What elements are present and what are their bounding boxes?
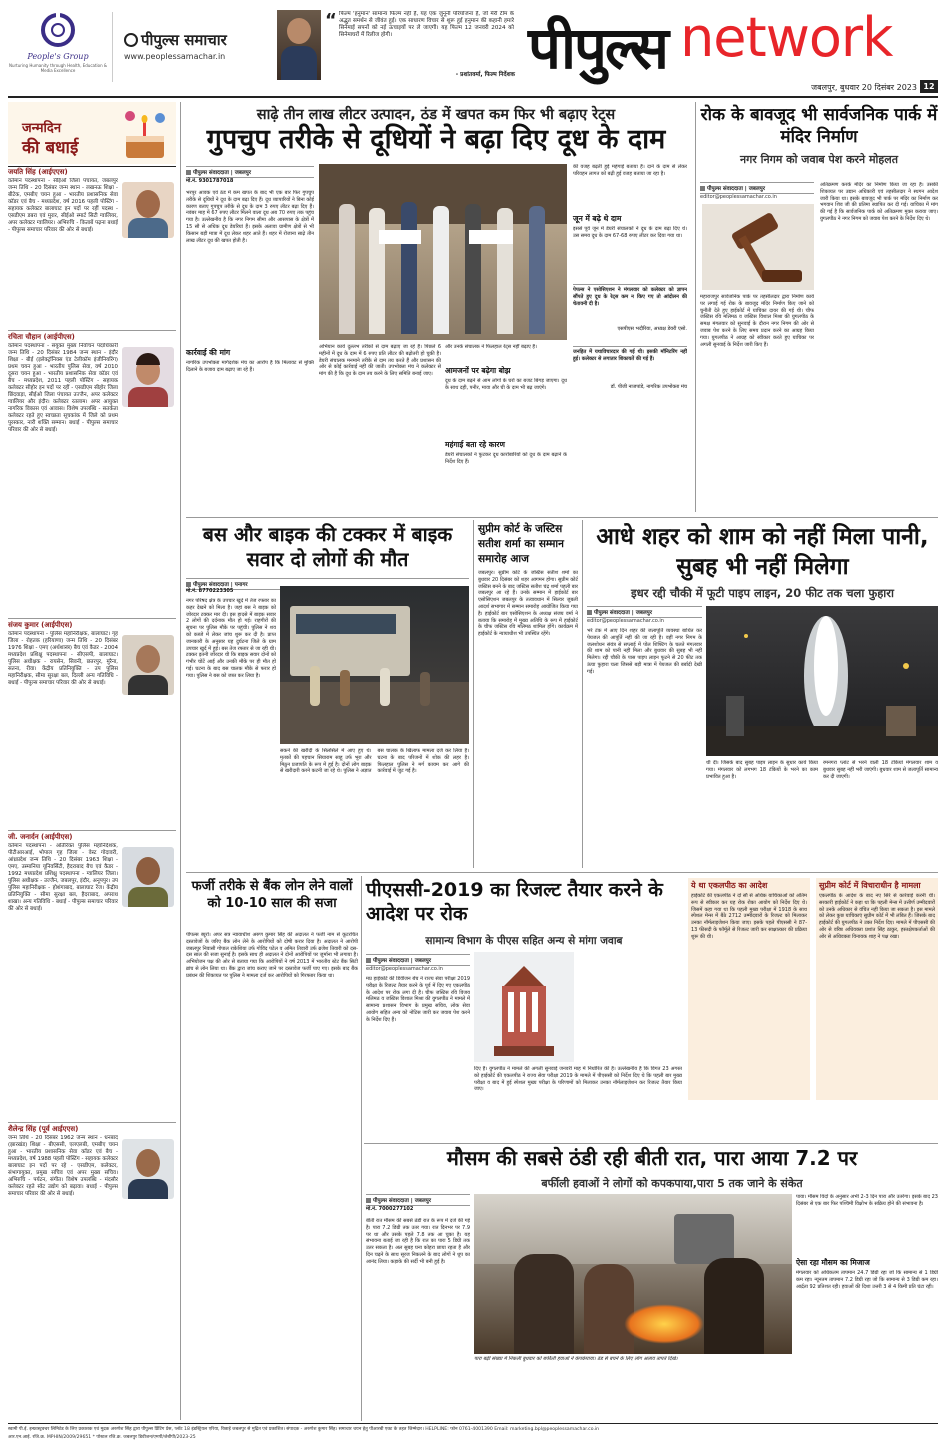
gavel-icon — [702, 204, 814, 290]
person-photo — [122, 1139, 174, 1199]
psc-order-box-text: हाईकोर्ट की एकलपीठ ने दो सौ से अधिक याचिकाओं को अंतिम रूप से स्वीकार कर यह रोक रोका आयोग को निर्देश दिए थे। जिसमें कहा गया था कि पहली मुख्य परीक्षा में 1918 के साथ स्पेशल मेन्स में बैठे 2712 उम्मीदवारों के रिजल्ट को मिलाकर उनका नॉर्मलाइजेशन किया जाए। इसके पहले पीएससी ने 87-13 फीसदी के फॉर्मूले से रिजल्ट जारी कर साक्षात्कार की प्रक्रिया शुरू की थी। — [691, 893, 807, 940]
section-rule — [186, 872, 938, 873]
psc-sc-box-title: सुप्रीम कोर्ट में विचाराधीन है मामला — [819, 881, 921, 890]
birthday-header — [8, 102, 176, 164]
sc-headline: सुप्रीम कोर्ट के जस्टिस सतीश शर्मा का सम्मान समारोह आज — [478, 523, 564, 565]
section-rule — [364, 1143, 938, 1144]
milk-quote-association: पेपल्स ने एसोसिएशन ने मंगलवार को कलेक्टर को ज्ञापन सौंपते हुए दूध के रेट्स कम न किए गए तो आंदोलन की चेतावनी दी है। — [573, 284, 687, 324]
bus-contact: मो.नं. 8770223305 — [186, 588, 234, 594]
column-divider — [582, 520, 583, 868]
person-name: शैलेन्द्र सिंह (पूर्व आईएएस) — [8, 1125, 79, 1133]
person-details: वर्तमान पदस्थापना - अतिरिक्त पुलिस महानिदेशक, पीटीआरआई, भोपाल गृह जिला - वेस्ट गोदावरी, आंध्रप्रदेश जन्म तिथि - 20 दिसंबर 1963 शिक्षा - एमए, उस्मानिया यूनिवर्सिटी, हैदराबाद बैच एवं कैडर - 1992 मध्यप्रदेश प्रशिक्षु पदस्थापना - ग्वालियर जिला। पुलिस अधीक्षक - उज्जैन, जबलपुर, इंदौर, अनूपपुर। उप पुलिस महानिरीक्षक - होशंगाबाद, बालाघाट रेंज। केंद्रीय प्रतिनियुक्ति - सीमा सुरक्षा बल, हैदराबाद, अपराध शाखा। अन्य गतिविधि - बधाई - पीपुल्स समाचार परिवार की ओर से बधाई। — [8, 843, 118, 912]
person-photo — [122, 182, 174, 238]
bus-body-col2: सकने की खरीदी के सिलसिले में आए हुए थे। मृतकों की पहचान सियाराम साहू उर्फ भूरा और मिठुन प्रजापति के रूप में हुई है। दोनों लोग बाइक से खरीदारी करने कटनी जा रहे थे। पुलिस ने अज्ञात बस चालक के खिलाफ मामला दर्ज कर लिया है। घटना के बाद परिजनों में शोक की लहर है। फिलहाल पुलिस ने मर्ग कायम कर आगे की कार्रवाई में जुट गई है। — [280, 748, 469, 775]
water-email[interactable]: editor@peoplessamachar.co.in — [587, 618, 664, 624]
water-body-col3: रमनगरा प्लांट से भरने वाली 18 टंकियां मंगलवार शाम व बुधवार सुबह नहीं भरी जाएंगी। बुधवार शाम से जलापूर्ति सामान्य कर दी जाएगी। — [823, 760, 938, 780]
psc-body-col2: दिए हैं। युगलपीठ ने मामले की अगली सुनवाई जनवरी माह में निर्धारित की है। उल्लेखनीय है कि विगत 23 अगस्त को हाईकोर्ट की एकलपीठ ने राज्य सेवा परीक्षा 2019 के मामले में पीएससी को निर्देश दिए थे कि पहली बार मुख्य परीक्षा व बाद में हुई स्पेशल मुख्य परीक्षा के परिणामों को मिलाकर उनका नॉर्मलाइजेशन कर रिजल्ट तैयार किया जाए। — [474, 1066, 682, 1093]
birthday-title-b: की बधाई — [22, 138, 79, 158]
milk-subhead-action: कार्रवाई की मांग — [186, 348, 231, 357]
loan-headline: फर्जी तरीके से बैंक लोन लेने वालों को 10-10 साल की सजा — [191, 879, 353, 911]
column-divider — [180, 102, 181, 1420]
peoples-group-logo-icon — [38, 10, 78, 50]
person-details: वर्तमान पदस्थापना - पुलिस महानिरीक्षक, बालाघाट। गृह जिला - रोहतक (हरियाणा) जन्म तिथि - 20 दिसंबर 1976 शिक्षा - एमए (अर्थशास्त्र) बैच एवं कैडर - 2004 मध्यप्रदेश प्रशिक्षु पदस्थापना - सीएसपी, बालाघाट। पुलिस अधीक्षक - रायसेन, सिवनी, छतरपुर, मुरैना, सतना, रीवा। केंद्रीय प्रतिनियुक्ति - उप पुलिस महानिरीक्षक, सीमा सुरक्षा बल, दिल्ली अन्य गतिविधि - बधाई - पीपुल्स समाचार परिवार की ओर से बधाई। — [8, 631, 118, 686]
person-details: जन्म तिथि - 20 दिसंबर 1962 जन्म स्थान - धनबाद (झारखंड) शिक्षा - बीएससी, एलएलबी, एमबीए चयन हुआ - भारतीय प्रशासनिक सेवा कॉडर एवं बैच - मध्यप्रदेश, वर्ष 1988 पहली पोस्टिंग - सहायक कलेक्टर बालाघाट इन पदों पर रहे - एसडीएम, कलेक्टर, संभागायुक्त, प्रमुख सचिव एवं अपर मुख्य सचिव। अभिरुचि - पर्यटन, संगीत। विशेष उपलब्धि - मंदसौर कलेक्टर रहते स्वेट उद्योग को बढ़ावा। बधाई - पीपुल्स समाचार परिवार की ओर से बधाई। — [8, 1135, 118, 1197]
person-photo — [122, 635, 174, 695]
psc-story — [366, 876, 938, 1142]
milk-kicker: साढ़े तीन लाख लीटर उत्पादन, ठंड में खपत कम फिर भी बढ़ाए रेट्स — [256, 107, 616, 123]
person-photo — [122, 847, 174, 907]
psc-deck: सामान्य विभाग के पीएस सहित अन्य से मांगा जवाब — [425, 935, 623, 947]
psc-order-box-title: ये था एकलपीठ का आदेश — [691, 881, 768, 890]
footer-rule — [8, 1423, 938, 1424]
weather-deck: बर्फीली हवाओं ने लोगों को कपकपाया,पारा 5 तक जाने के संकेत — [541, 1177, 803, 1190]
person-name: जी. जनार्दन (आईपीएस) — [8, 833, 73, 841]
temple-body-col1: महाराजपुर सार्वजनिक पार्क पर तहसीलदार द्वारा निर्माण कार्य पर लगाई गई रोक के बावजूद मंदिर निर्माण किए जाने को चुनौती देते हुए हाईकोर्ट में याचिका दायर की गई थी। चीफ जस्टिस रवि मलिमठ व जस्टिस विशाल मिश्रा की युगलपीठ के समक्ष मंगलवार को सुनवाई के दौरान नगर निगम की ओर से जवाब पेश करने के लिए समय प्रदान करने का आग्रह किया गया। युगलपीठ ने आग्रह को स्वीकार करते हुए याचिका पर अगली सुनवाई के निर्देश जारी किए हैं। — [700, 294, 814, 348]
person-name: जयति सिंह (आईएएस) — [8, 168, 68, 176]
milk-subhead-burden: आमजनों पर बढ़ेगा बोझ — [445, 366, 511, 375]
milk-body-col4b: इससे पूर्व जून में डेयरी संचालकों ने दूध के दाम बढ़ा दिए थे। उस समय दूध के दाम 67-68 रुपए लीटर कर दिया गया था। — [573, 226, 687, 239]
psc-sc-box-text: एकलपीठ के आदेश के बाद नए सिरे से कार्रवाई करनी थी। सरकारी हाईकोर्ट ने कहा था कि पहली मेन्स में उत्तीर्ण उम्मीदवारों को उनके अधिकार से वंचित नहीं किया जा सकता है। इस मामले को लेकर कुछ याचिकाएं सुप्रीम कोर्ट में भी लंबित हैं। जिसके बाद हाईकोर्ट की युगलपीठ ने उक्त निर्देश दिए। मामले में पीएससी की ओर से वरिष्ठ अधिवक्ता प्रशांत सिंह ठाकुर, हस्तक्षेपकर्ताओं की ओर से अधिवक्ता विनायक शाह ने पक्ष रखा। — [819, 893, 935, 940]
psc-byline: पीपुल्स संवाददाता | जबलपुर — [366, 954, 470, 966]
birthday-title-a: जन्मदिन — [22, 121, 62, 136]
water-deck: इधर रद्दी चौकी में फूटी पाइप लाइन, 20 फीट तक चला फुहारा — [631, 586, 894, 600]
birthday-person — [8, 168, 176, 328]
psc-body-col2-top — [578, 952, 682, 1062]
temple-body-col2: अतिक्रमण करके मंदिर का निर्माण किया जा रहा है। उसकी शिकायत पर उद्यान अधिकारी एवं तहसीलदार ने स्थगन आदेश जारी किया था। इसके बावजूद भी पार्क पर मंदिर का निर्माण कर भगवान शिव जी की प्रतिमा स्थापित कर दी गई। याचिका में मांग की गई है कि सार्वजनिक पार्क को अतिक्रमण मुक्त कराया जाए। युगलपीठ ने नगर निगम को जवाब पेश करने के निर्देश दिए थे। — [820, 182, 938, 222]
psc-sc-box — [816, 878, 938, 1100]
weather-caption: पारा बढ़ी संख्या में निकली बुधवार को बर्फीली हवाओं ने कंपकंपाया। ठंड से बचने के लिए लोग अलाव तापते दिखे। — [474, 1356, 678, 1362]
psc-email[interactable]: editor@peoplessamachar.co.in — [366, 966, 443, 972]
weather-body-col1: बीती रात मौसम की सबसे ठंडी रात के रूप में दर्ज की गई है। पारा 7.2 डिग्री तक उतर गया। रात दिनभर पर 7.9 पर था और उसके पहले 7.8 तक आ चुका है। यह संभावना बताई जा रही है कि रात का पारा 5 डिग्री तक उतर सकता है। अल सुबह घना कोहरा छाया रहता है और दिन चढ़ने के साथ सूरज निकलने के बाद लोगों ने धूप का आनंद लिया। कड़ाके की सर्दी भी बनी हुई है। — [366, 1218, 470, 1265]
milk-subhead-reason: महंगाई बता रहे कारण — [445, 440, 505, 449]
loan-body: पीपल्स ब्यूरो। अपर सत्र न्यायाधीश अरुण कुमार सिंह की अदालत ने फर्जी नाम से कूटरचित दस्तावेजों के जरिए बैंक लोन लेने के आरोपियों को दोषी करार दिया है। अदालत ने आरोपी जबलपुर निवासी गोपाल राकेशिया उर्फ गोविंद पटेल व अमित तिवारी उर्फ ब्रजेश तिवारी को दस-दस साल की सजा सुनाई है। इसके साथ ही अदालत ने दोनों आरोपियों पर जुर्माना भी लगाया है। अभियोजन पक्ष की ओर से बताया गया कि आरोपियों ने वर्ष 2013 में भारतीय स्टेट बैंक सिटी ब्रांच से लोन लिया था। बैंक द्वारा जांच कराए जाने पर दस्तावेज फर्जी पाए गए। इसके बाद बैंक प्रबंधन की शिकायत पर पुलिस ने मामला दर्ज कर आरोपियों को गिरफ्तार किया था। — [186, 932, 358, 979]
paper-logo[interactable] — [124, 30, 274, 70]
birthday-person — [8, 830, 176, 1120]
weather-headline: मौसम की सबसे ठंडी रही बीती रात, पारा आया 7.2 पर — [446, 1146, 858, 1170]
person-details: वर्तमान पदस्थापना - संयुक्त मुख्य निर्वाचन पदाधिकारी जन्म तिथि - 20 दिसंबर 1984 जन्म स्थान - इंदौर शिक्षा - बीई (इलेक्ट्रॉनिक्स एंड टेलीकॉम इंजीनियरिंग) प्रथम चयन हुआ - भारतीय पुलिस सेवा, वर्ष 2010 दूसरा चयन हुआ - भारतीय प्रशासनिक सेवा कॉडर एवं बैच - मध्यप्रदेश, 2011 पहली पोस्टिंग - सहायक कलेक्टर सीहोर इन पदों पर रहीं - एसडीएम सीहोर जिला छिंदवाड़ा, सीईओ जिला पंचायत उज्जैन, अपर कलेक्टर ग्वालियर और इंदौर। कलेक्टर रतलाम। अपर आयुक्त नागरिक विकास एवं आवास। विशेष उपलब्धि - सतर्कता कलेक्टर रहते हुए स्वच्छता सूचकांक में जिले को प्रथम पुरस्कार, नारी शक्ति सम्मान। बधाई - पीपुल्स समाचार परिवार की ओर से बधाई। — [8, 343, 118, 433]
cake-icon — [118, 106, 172, 162]
milk-quote-consumer: जनहित में यथाविचारदार की गई थी। इसकी मॉनिटरिंग नहीं हुई। कलेक्टर से लगातार शिकायतें की गई हैं। — [573, 346, 687, 382]
group-tagline: Nurturing Humanity through Health, Education & Media Excellence — [8, 63, 108, 73]
weather-bonfire-photo — [474, 1194, 792, 1354]
network-title — [528, 6, 938, 82]
masthead-divider — [112, 12, 113, 82]
column-divider — [361, 876, 362, 1421]
temple-byline: पीपुल्स संवाददाता | जबलपुर — [700, 182, 814, 194]
network-title-english: network — [680, 6, 893, 69]
milk-body-col1: भरपूर आवक एवं ठंड में कम खपत के बाद भी एक बार फिर गुपचुप तरीके से दूधियों ने दूध के दाम बढ़ा दिए हैं। दूध व्यापारियों ने बिना कोई कारण बताए गुपचुप तरीके से दूध के दाम 3 रुपए लीटर बढ़ा दिए हैं। नवंबर माह में 67 रुपए लीटर मिलने वाला दूध अब 70 रुपए तक पहुंच गया है। उल्लेखनीय है कि नगर निगम सीमा और आसपास के क्षेत्रों में 15 सौ से अधिक दूध डेयरियां हैं। इसके अलावा ग्रामीण क्षेत्रों से भी किसान बड़ी मात्रा में दूध लेकर शहर आते हैं। शहर में रोजाना साढ़े तीन लाख लीटर दूध की खपत होती है। — [186, 190, 314, 244]
temple-deck: नगर निगम को जवाब पेश करने मोहलत — [740, 153, 898, 166]
milk-protest-photo — [319, 164, 567, 340]
paper-site[interactable]: www.peoplessamachar.in — [124, 52, 226, 61]
quote-portrait — [277, 10, 321, 80]
peoples-group-logo[interactable] — [8, 10, 108, 90]
paper-name: पीपुल्स समाचार — [141, 31, 227, 49]
sc-body: जबलपुर। सुप्रीम कोर्ट के जस्टिस सतीश शर्मा का बुधवार 20 दिसंबर को शहर आगमन होगा। सुप्रीम कोर्ट जस्टिस बनने के बाद जस्टिस सतीश चंद्र शर्मा पहली बार जबलपुर आ रहे हैं। उनके सम्मान में हाईकोर्ट बार एसोसिएशन जबलपुर के तत्वावधान में सिल्वर जुबली आदर्श सभागार में सम्मान समारोह आयोजित किया गया है। हाईकोर्ट बार एसोसिएशन के अध्यक्ष संजय वर्मा ने बताया कि समारोह में मुख्य अतिथि के रूप में हाईकोर्ट के चीफ जस्टिस रवि मलिमठ शामिल होंगे। कार्यक्रम में हाईकोर्ट के न्यायाधीश भी उपस्थित रहेंगे। — [478, 570, 578, 638]
person-details: वर्तमान पदस्थापना - सीईओ जिला पंचायत, जबलपुर जन्म तिथि - 20 दिसंबर जन्म स्थान - लखनऊ शिक्षा - बीटेक, एमबीए चयन हुआ - भारतीय प्रशासनिक सेवा कॉडर एवं बैच - मध्यप्रदेश, वर्ष 2016 पहली पोस्टिंग - सहायक कलेक्टर बालाघाट इन पदों पर रहीं पदस्थ - एसडीएम डबरा एवं मुरार, सीईओ स्मार्ट सिटी ग्वालियर, अपर कलेक्टर ग्वालियर। अभिरुचि - किताबें पढ़ना बधाई - पीपुल्स समाचार परिवार की ओर से बधाई। — [8, 178, 118, 233]
bus-byline: पीपुल्स संवाददाता | पनागर — [186, 578, 469, 590]
footer-registration: आर.एन.आई. रजि.क्र. MPHIN/2009/29651 * पोस्टल रजि.क्र. जबलपुर डिवीजन/एमपी/जेबीपी/2023-25 — [8, 1435, 196, 1440]
column-divider — [473, 520, 474, 868]
water-headline: आधे शहर को शाम को नहीं मिला पानी, सुबह भी नहीं मिलेगा — [596, 524, 929, 580]
quote-marks: “ — [325, 10, 337, 31]
sc-story — [478, 520, 578, 870]
fountain-icon — [706, 606, 938, 756]
water-fountain-photo — [706, 606, 938, 756]
weather-contact: मो.नं. 7000277102 — [366, 1206, 414, 1212]
page-number: 12 — [920, 80, 938, 93]
milk-body-col3b: दूध के दाम बढ़ने से आम लोगों के घरों का बजट बिगड़ जाएगा। दूध के साथ दही, पनीर, मावा और घी के दाम भी बढ़ जाएंगे। — [445, 378, 567, 391]
bus-headline: बस और बाइक की टक्कर में बाइक सवार दो लोगों की मौत — [202, 523, 453, 571]
weather-byline: पीपुल्स संवाददाता | जबलपुर — [366, 1194, 470, 1206]
newspaper-logo-icon — [124, 33, 138, 47]
psc-order-box — [688, 878, 810, 1100]
loan-story — [186, 876, 358, 1140]
bus-accident-photo — [280, 586, 469, 744]
masthead-rule — [8, 96, 938, 98]
psc-headline: पीएससी-2019 का रिजल्ट तैयार करने के आदेश पर रोक — [366, 879, 663, 925]
water-byline: पीपुल्स संवाददाता | जबलपुर — [587, 606, 702, 618]
weather-body-col1b — [474, 1378, 792, 1418]
birthday-column — [8, 102, 176, 1422]
birthday-person — [8, 1122, 176, 1422]
temple-story — [700, 102, 938, 514]
person-name: संजय कुमार (आईपीएस) — [8, 621, 73, 629]
milk-byline: पीपुल्स संवाददाता | जबलपुर — [186, 166, 314, 178]
column-divider — [695, 102, 696, 512]
milk-body-col2: अभियान कार्य दुल्लभ तरीकों से दाम बढ़ाए जा रहे हैं। पिछले 6 महीनों में दूध के दाम में 6 रुपए प्रति लीटर की बढ़ोतरी हो चुकी है। डेयरी संचालक मनमाने तरीके से दाम तय करते हैं और प्रशासन की ओर से कोई कार्रवाई नहीं की जाती। उपभोक्ता मंच ने कलेक्टर से मांग की है कि दूध के दाम तय करने के लिए समिति बनाई जाए। — [319, 344, 441, 378]
birthday-person — [8, 618, 176, 828]
water-story — [587, 520, 938, 870]
milk-story — [186, 102, 692, 516]
weather-subhead: ऐसा रहा मौसम का मिजाज — [796, 1258, 870, 1267]
quote-author: - प्रशांतवर्मा, फिल्म निर्देशक — [455, 72, 515, 78]
milk-headline: गुपचुप तरीके से दूधियों ने बढ़ा दिए दूध के दाम — [206, 124, 666, 155]
temple-headline: रोक के बावजूद भी सार्वजनिक पार्क में मंदिर निर्माण — [700, 105, 938, 147]
milk-quote-consumer-sign: डॉ. पीजी नाजपांडे, नागरिक उपभोक्ता मंच — [610, 384, 687, 390]
bus-body-col1: नगर परिषद क्षेत्र के उपचार खुर्द में तेज रफ्तार का कहर देखने को मिला है। जहां बस ने बाइक को जोरदार टक्कर मार दी। इस हादसे में बाइक सवार 2 लोगों की दर्दनाक मौत हो गई। राहगीरों की सूचना पर पुलिस मौके पर पहुंची। पुलिस ने शव को कब्जे में लेकर जांच शुरू कर दी है। प्राप्त जानकारी के अनुसार यह दुर्घटना जिले के ग्राम उपचार खुर्द में हुई। बस तेज रफ्तार से जा रही थी। टक्कर इतनी जोरदार थी कि बाइक सवार दोनों को गंभीर चोटें आईं और उनकी मौके पर ही मौत हो गई। घटना के बाद बस चालक मौके से फरार हो गया। पुलिस ने बस को जब्त कर लिया है। — [186, 598, 276, 679]
milk-body-col4: की वजह बढ़ती हुई महंगाई बताया है। दाने के दाम से लेकर परिवहन लागत को बढ़ी हुई वजह बताया जा रहा है। — [573, 164, 687, 177]
milk-subhead-june: जून में बढ़े थे दाम — [573, 214, 622, 223]
milk-quote-association-sign: एसपीएस भदौरिया, अध्यक्ष डेयरी एसो. — [617, 326, 687, 332]
group-name: People's Group — [27, 52, 89, 61]
building-icon — [474, 952, 574, 1062]
weather-story — [366, 1146, 938, 1422]
footer-imprint: स्वामी पी.ई. इन्फ्रास्ट्रक्चर लिमिटेड के लिए प्रकाशक एवं मुद्रक अरुणेश सिंह द्वारा पीपुल्स प्रिंटिंग प्रेस, प्लॉट 18 इंडस्ट्रियल एरिया, रिछाई जबलपुर से मुद्रित एवं प्रकाशित। संपादक - अरुणेश कुमार सिंह। समाचार चयन हेतु पीआरबी एक्ट के तहत जिम्मेदार। HELPLINE: फोन 0761-4001390 Email: marketing.bpl@peoplessamachar.co.in — [8, 1427, 600, 1432]
milk-body-col3: और उनके संचालक ने फिलहाल रेट्स नहीं बढ़ाए हैं। — [445, 344, 537, 350]
weather-body-col2b: मंगलवार को अधिकतम तापमान 24.7 डिग्री रहा जो कि सामान्य से 1 डिग्री कम रहा। न्यूनतम तापमान 7.2 डिग्री रहा जो कि सामान्य से 3 डिग्री कम रहा। आर्द्रता 92 प्रतिशत रही। हवाओं की दिशा उत्तरी 3 से 4 किमी प्रति घंटा रही। — [796, 1270, 938, 1290]
quote-text: फिल्म 'हनुमान' सामान्य फिल्म नहीं है, यह एक जुनूनी परियोजना है, जो मेरी टीम के अद्भुत समर्थन से जीवंत हुई। एक साधारण विचार से शुरू हुई हनुमान की कहानी हमारे सिनेमाई सपनों को नई ऊंचाइयों पर ले जाएगी। यह फिल्म 12 जनवरी 2024 को सिनेमाघरों में रिलीज होगी। — [339, 11, 514, 38]
milk-body-col1b: नागरिक उपभोक्ता मार्गदर्शक मंच का आरोप है कि मिलावट से मुक्ति दिलाने के बजाय दाम बढ़ाए जा रहे हैं। — [186, 360, 314, 373]
water-body-col2: थी दी। जिसके बाद सुबह पाइप लाइन के सुधार कार्य किया गया। मंगलवार को लगभग 18 टंकियों के भरने का काम प्रभावित हुआ है। — [706, 760, 818, 780]
milk-body-col3c: डेयरी संचालकों ने फुटकर दूध कारोबारियों को दूध के दाम बढ़ाने के निर्देश दिए हैं। — [445, 452, 567, 465]
person-photo — [122, 347, 174, 407]
temple-email[interactable]: editor@peoplessamachar.co.in — [700, 194, 777, 200]
psc-body-col1: मप्र हाईकोर्ट की डिवीजन बेंच ने राज्य सेवा परीक्षा 2019 परीक्षा के रिजल्ट तैयार करने के पूर्व में दिए गए एकलपीठ के आदेश पर रोक लगा दी है। चीफ जस्टिस रवि विजय मलिमठ व जस्टिस विशाल मिश्रा की युगलपीठ ने मामले में सामान्य प्रशासन विभाग के प्रमुख सचिव, लोक सेवा आयोग सहित अन्य को नोटिस जारी कर जवाब पेश करने के निर्देश दिए हैं। — [366, 976, 470, 1023]
network-title-hindi: पीपुल्स — [528, 14, 667, 82]
section-rule — [186, 517, 938, 518]
dateline: जबलपुर, बुधवार 20 दिसंबर 2023 — [811, 83, 917, 92]
birthday-person — [8, 330, 176, 616]
person-name: रचिता चौहान (आईपीएस) — [8, 333, 75, 341]
masthead — [0, 0, 945, 100]
water-body-col1: भरे टंक में आए दिन शहर की जलापूर्ति व्यवस्था बाधित कर पेयजल की आपूर्ति नहीं की जा रही है। वहीं नगर निगम के जलशोधन संयंत्र से सप्लाई में पोल शिफ्टिंग के चलते मंगलवार की शाम को पानी नहीं मिला और बुधवार की सुबह भी नहीं मिलेगा। रद्दी चौकी के पास पाइप लाइन फूटने से 20 फीट तक ऊंचा फुहारा चला जिससे बड़ी मात्रा में पेयजल की बर्बादी देखी गई। — [587, 628, 702, 675]
birthday-rule — [8, 166, 176, 167]
milk-contact: मो.नं. 9301787018 — [186, 178, 234, 184]
bus-story — [186, 520, 469, 870]
weather-body-col2: पाया। मौसम विदों के अनुसार अभी 2-3 दिन पारा और उतरेगा। इसके बाद 23 दिसंबर से एक बार फिर पश्चिमी विक्षोभ के सक्रिय होने की संभावना है। — [796, 1194, 938, 1207]
